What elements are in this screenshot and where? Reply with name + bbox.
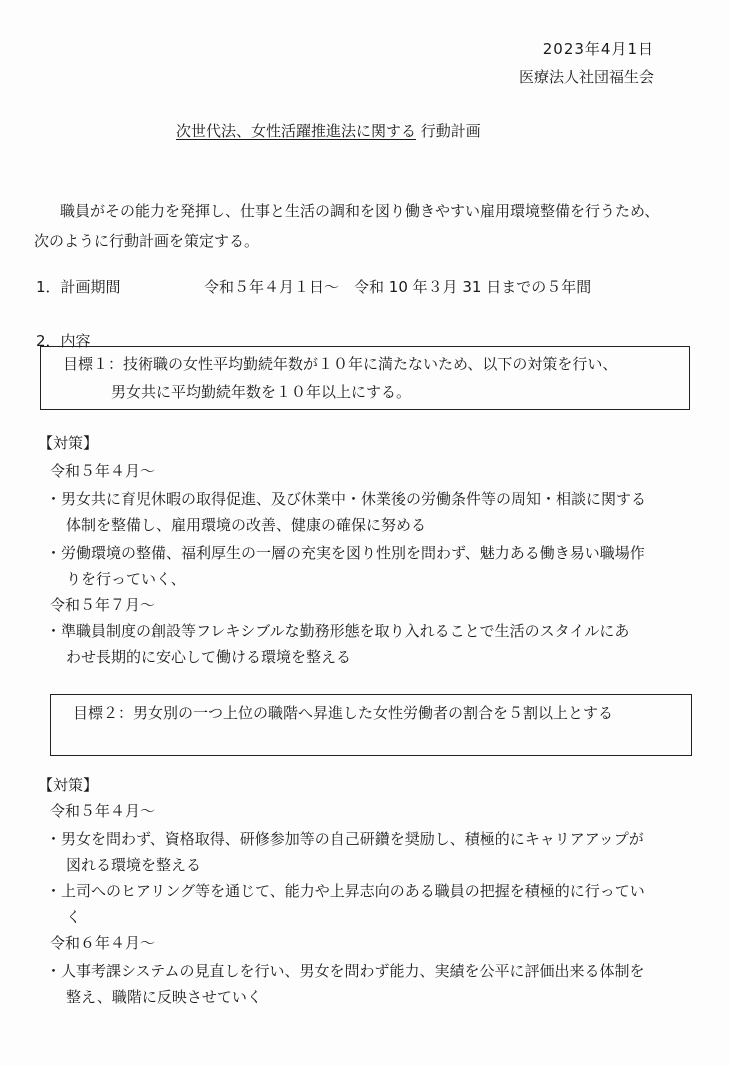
- goal-2-line-1: 目標２：男女別の一つ上位の職階へ昇進した女性労働者の割合を５割以上とする: [73, 704, 614, 722]
- goal-2-group-2-date: 令和６年４月～: [50, 934, 156, 952]
- plan-period-label: 1．計画期間: [36, 278, 121, 296]
- goal-1-item-1-line-2: 体制を整備し、雇用環境の改善、健康の確保に努める: [66, 516, 427, 534]
- goal-1-group-1-date: 令和５年４月～: [50, 462, 156, 480]
- goal-1-item-3-line-1: ・準職員制度の創設等フレキシブルな勤務形態を取り入れることで生活のスタイルにあ: [46, 622, 630, 640]
- content-label: 2．内容: [36, 332, 91, 350]
- organization-name: 医療法人社団福生会: [518, 68, 654, 86]
- goal-2-item-1-line-2: 図れる環境を整える: [66, 856, 202, 874]
- plan-period-value: 令和５年４月１日～ 令和 10 年３月 31 日までの５年間: [204, 278, 592, 296]
- goal-2-item-3-line-1: ・人事考課システムの見直しを行い、男女を問わず能力、実績を公平に評価出来る体制を: [46, 962, 645, 980]
- goal-2-box: [50, 694, 692, 756]
- goal-1-item-3-line-2: わせ長期的に安心して働ける環境を整える: [66, 648, 352, 666]
- goal-2-item-3-line-2: 整え、職階に反映させていく: [66, 988, 262, 1006]
- goal-1-group-2-date: 令和５年７月～: [50, 596, 156, 614]
- goal-1-item-2-line-2: りを行っていく、: [66, 570, 186, 588]
- goal-2-item-1-line-1: ・男女を問わず、資格取得、研修参加等の自己研鑽を奨励し、積極的にキャリアアップが: [46, 830, 644, 848]
- goal-1-box: [40, 346, 690, 410]
- goal-1-measures-heading: 【対策】: [38, 434, 99, 452]
- intro-line-2: 次のように行動計画を策定する。: [34, 232, 260, 250]
- goal-2-item-2-line-1: ・上司へのヒアリング等を通じて、能力や上昇志向のある職員の把握を積極的に行ってい: [46, 882, 645, 900]
- intro-line-1: 職員がその能力を発揮し、仕事と生活の調和を図り働きやすい雇用環境整備を行うため、: [60, 202, 660, 220]
- goal-2-measures-heading: 【対策】: [38, 776, 99, 794]
- title-underlined: 次世代法、女性活躍推進法に関する: [176, 122, 417, 140]
- document-title: [176, 120, 481, 141]
- goal-1-item-1-line-1: ・男女共に育児休暇の取得促進、及び休業中・休業後の労働条件等の周知・相談に関する: [46, 490, 647, 508]
- goal-1-line-2: 男女共に平均勤続年数を１０年以上にする。: [111, 383, 412, 401]
- title-rest: 行動計画: [420, 122, 481, 140]
- goal-2-group-1-date: 令和５年４月～: [50, 802, 156, 820]
- goal-2-item-2-line-2: く: [66, 908, 82, 926]
- goal-1-item-2-line-1: ・労働環境の整備、福利厚生の一層の充実を図り性別を問わず、魅力ある働き易い職場作: [46, 544, 645, 562]
- document-date: 2023年4月1日: [542, 40, 654, 58]
- goal-1-line-1: 目標１：技術職の女性平均勤続年数が１０年に満たないため、以下の対策を行い、: [63, 355, 618, 373]
